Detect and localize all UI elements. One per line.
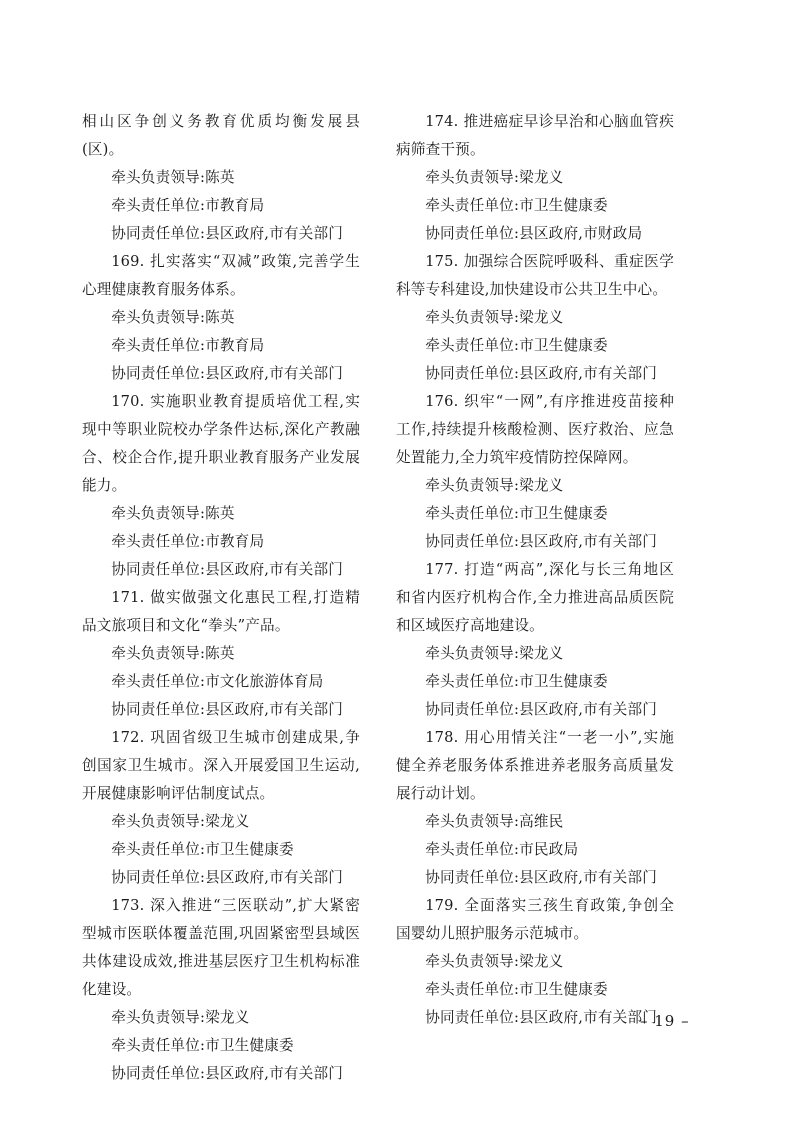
responsibility-line: 牵头责任单位:市卫生健康委 (425, 673, 608, 690)
responsibility-line: 牵头责任单位:市教育局 (111, 337, 265, 354)
responsibility-line: 协同责任单位:县区政府,市有关部门 (111, 1065, 344, 1082)
responsibility-line: 协同责任单位:县区政府,市有关部门 (425, 1009, 658, 1026)
right-column (396, 108, 674, 1032)
responsibility-line: 牵头负责领导:陈英 (111, 169, 235, 186)
responsibility-line: 牵头负责领导:梁龙义 (425, 953, 564, 970)
task-item: 175. 加强综合医院呼吸科、重症医学科等专科建设,加快建设市公共卫生中心。 (396, 253, 674, 298)
responsibility-line: 协同责任单位:县区政府,市有关部门 (425, 701, 658, 718)
page-number: – 19 – (640, 1012, 690, 1030)
task-item: 174. 推进癌症早诊早治和心脑血管疾病筛查干预。 (396, 113, 674, 158)
task-item: 176. 织牢“一网”,有序推进疫苗接种工作,持续提升核酸检测、医疗救治、应急处置能力,全力筑牢疫情防控保障网。 (396, 393, 674, 466)
responsibility-line: 协同责任单位:县区政府,市有关部门 (425, 365, 658, 382)
responsibility-line: 牵头负责领导:梁龙义 (111, 813, 250, 830)
responsibility-line: 牵头责任单位:市卫生健康委 (425, 505, 608, 522)
task-item: 171. 做实做强文化惠民工程,打造精品文旅项目和文化“拳头”产品。 (82, 589, 360, 634)
responsibility-line: 牵头责任单位:市卫生健康委 (425, 337, 608, 354)
responsibility-line: 牵头责任单位:市民政局 (425, 841, 579, 858)
responsibility-line: 协同责任单位:县区政府,市有关部门 (111, 561, 344, 578)
task-item: 179. 全面落实三孩生育政策,争创全国婴幼儿照护服务示范城市。 (396, 897, 674, 942)
left-column (82, 108, 360, 1088)
responsibility-line: 牵头负责领导:陈英 (111, 505, 235, 522)
task-item: 173. 深入推进“三医联动”,扩大紧密型城市医联体覆盖范围,巩固紧密型县域医共体建设成效,推进基层医疗卫生机构标准化建设。 (82, 897, 360, 998)
responsibility-line: 协同责任单位:县区政府,市有关部门 (425, 869, 658, 886)
responsibility-line: 协同责任单位:县区政府,市有关部门 (425, 533, 658, 550)
responsibility-line: 牵头责任单位:市卫生健康委 (425, 197, 608, 214)
responsibility-line: 牵头负责领导:梁龙义 (425, 309, 564, 326)
responsibility-line: 牵头负责领导:梁龙义 (111, 1009, 250, 1026)
responsibility-line: 协同责任单位:县区政府,市财政局 (425, 225, 643, 242)
responsibility-line: 协同责任单位:县区政府,市有关部门 (111, 701, 344, 718)
task-item: 170. 实施职业教育提质培优工程,实现中等职业院校办学条件达标,深化产教融合、校企合作,提升职业教育服务产业发展能力。 (82, 393, 360, 494)
task-item: 169. 扎实落实“双减”政策,完善学生心理健康教育服务体系。 (82, 253, 360, 298)
responsibility-line: 牵头负责领导:梁龙义 (425, 169, 564, 186)
responsibility-line: 牵头责任单位:市卫生健康委 (111, 841, 294, 858)
task-item: 178. 用心用情关注“一老一小”,实施健全养老服务体系推进养老服务高质量发展行动计划。 (396, 729, 674, 802)
responsibility-line: 协同责任单位:县区政府,市有关部门 (111, 365, 344, 382)
responsibility-line: 牵头负责领导:梁龙义 (425, 477, 564, 494)
responsibility-line: 牵头责任单位:市教育局 (111, 533, 265, 550)
responsibility-line: 牵头负责领导:高维民 (425, 813, 564, 830)
responsibility-line: 协同责任单位:县区政府,市有关部门 (111, 869, 344, 886)
responsibility-line: 牵头责任单位:市卫生健康委 (111, 1037, 294, 1054)
task-item: 177. 打造“两高”,深化与长三角地区和省内医疗机构合作,全力推进高品质医院和区域医疗高地建设。 (396, 561, 674, 634)
responsibility-line: 牵头负责领导:梁龙义 (425, 645, 564, 662)
responsibility-line: 牵头责任单位:市文化旅游体育局 (111, 673, 324, 690)
responsibility-line: 牵头负责领导:陈英 (111, 645, 235, 662)
task-item: 172. 巩固省级卫生城市创建成果,争创国家卫生城市。深入开展爱国卫生运动,开展健康影响评估制度试点。 (82, 729, 360, 802)
responsibility-line: 牵头负责领导:陈英 (111, 309, 235, 326)
continued-text: 相山区争创义务教育优质均衡发展县(区)。 (82, 113, 360, 158)
responsibility-line: 牵头责任单位:市卫生健康委 (425, 981, 608, 998)
responsibility-line: 协同责任单位:县区政府,市有关部门 (111, 225, 344, 242)
responsibility-line: 牵头责任单位:市教育局 (111, 197, 265, 214)
